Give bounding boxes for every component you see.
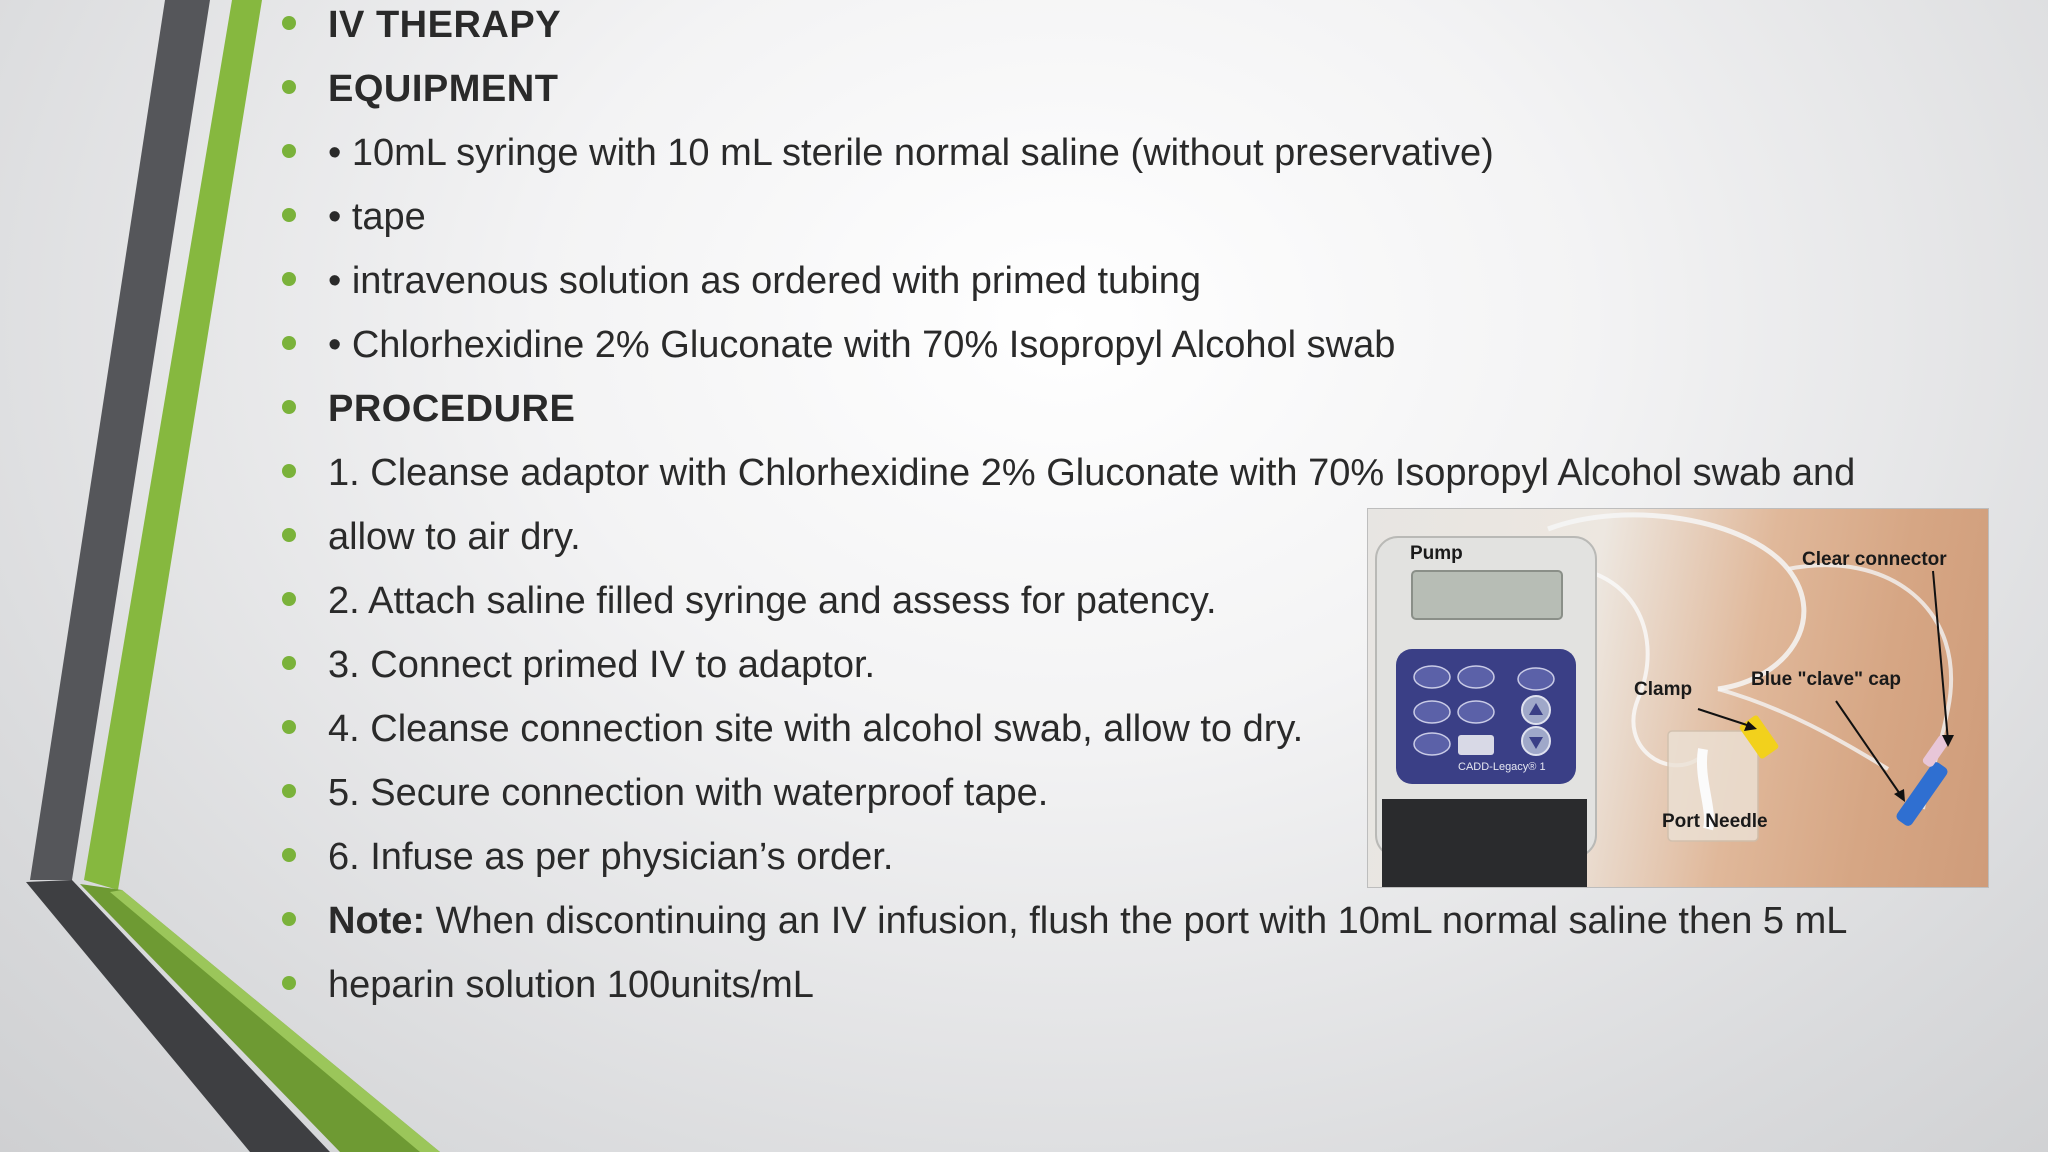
bullet-dot — [282, 16, 296, 30]
bullet-text: • 10mL syringe with 10 mL sterile normal saline (without preservative) — [328, 132, 1494, 174]
bullet-dot — [282, 912, 296, 926]
blue-clave-cap-label: Blue "clave" cap — [1751, 669, 1902, 690]
bullet-note — [280, 896, 2020, 960]
bullet-dot — [282, 976, 296, 990]
pump-key — [1414, 701, 1450, 723]
note-text: When discontinuing an IV infusion, flush the port with 10mL normal saline then 5 mL — [425, 900, 1848, 942]
pump-model-label: CADD-Legacy® 1 — [1458, 761, 1546, 773]
bullet-dot — [282, 528, 296, 542]
clear-connector-label: Clear connector — [1802, 549, 1947, 570]
bullet-dot — [282, 400, 296, 414]
bullet-dot — [282, 144, 296, 158]
pump-key — [1458, 666, 1494, 688]
bullet-dot — [282, 336, 296, 350]
bullet-text: 3. Connect primed IV to adaptor. — [328, 644, 876, 686]
iv-pump-photo — [1367, 508, 1989, 888]
pump-key — [1458, 735, 1494, 755]
bullet-dot — [282, 592, 296, 606]
bullet-heading-procedure — [280, 384, 2020, 448]
bullet-text: • Chlorhexidine 2% Gluconate with 70% Isopropyl Alcohol swab — [328, 324, 1396, 366]
bullet-text: 5. Secure connection with waterproof tape. — [328, 772, 1049, 814]
bullet-dot — [282, 272, 296, 286]
bullet-text: 4. Cleanse connection site with alcohol swab, allow to dry. — [328, 708, 1304, 750]
bullet-heading-equipment — [280, 64, 2020, 128]
bullet-dot — [282, 784, 296, 798]
bullet-dot — [282, 656, 296, 670]
bullet-text: 1. Cleanse adaptor with Chlorhexidine 2% Gluconate with 70% Isopropyl Alcohol swab and — [328, 452, 1856, 494]
bullet-text: 6. Infuse as per physician’s order. — [328, 836, 894, 878]
bullet-dot — [282, 720, 296, 734]
bullet-text: 2. Attach saline filled syringe and assess for patency. — [328, 580, 1217, 622]
bullet-dot — [282, 208, 296, 222]
pump-label: Pump — [1410, 543, 1463, 564]
bullet-item — [280, 448, 2020, 512]
bullet-item — [280, 960, 2020, 1024]
pump-key — [1414, 666, 1450, 688]
bullet-text: heparin solution 100units/mL — [328, 964, 814, 1006]
pump-screen — [1412, 571, 1562, 619]
cap-arrowhead — [1894, 789, 1905, 802]
bullet-item — [280, 128, 2020, 192]
bullet-heading-iv-therapy — [280, 0, 2020, 64]
bullet-item — [280, 256, 2020, 320]
pump-key — [1414, 733, 1450, 755]
bullet-text: IV THERAPY — [328, 4, 562, 46]
connector-arrow — [1933, 571, 1948, 741]
note-label: Note: — [328, 900, 426, 942]
bullet-text: allow to air dry. — [328, 516, 581, 558]
bullet-dot — [282, 80, 296, 94]
port-needle-label: Port Needle — [1662, 811, 1768, 832]
bullet-item — [280, 320, 2020, 384]
bullet-item — [280, 192, 2020, 256]
cap-arrow — [1836, 701, 1902, 797]
clamp-arrow — [1698, 709, 1753, 727]
pump-key — [1518, 668, 1554, 690]
bullet-dot — [282, 848, 296, 862]
clamp-label: Clamp — [1634, 679, 1693, 700]
bullet-text: • intravenous solution as ordered with primed tubing — [328, 260, 1202, 302]
bullet-dot — [282, 464, 296, 478]
pump-base — [1382, 799, 1587, 887]
pump-key — [1458, 701, 1494, 723]
bullet-text: • tape — [328, 196, 426, 238]
bullet-text: PROCEDURE — [328, 388, 576, 430]
bullet-text: EQUIPMENT — [328, 68, 559, 110]
